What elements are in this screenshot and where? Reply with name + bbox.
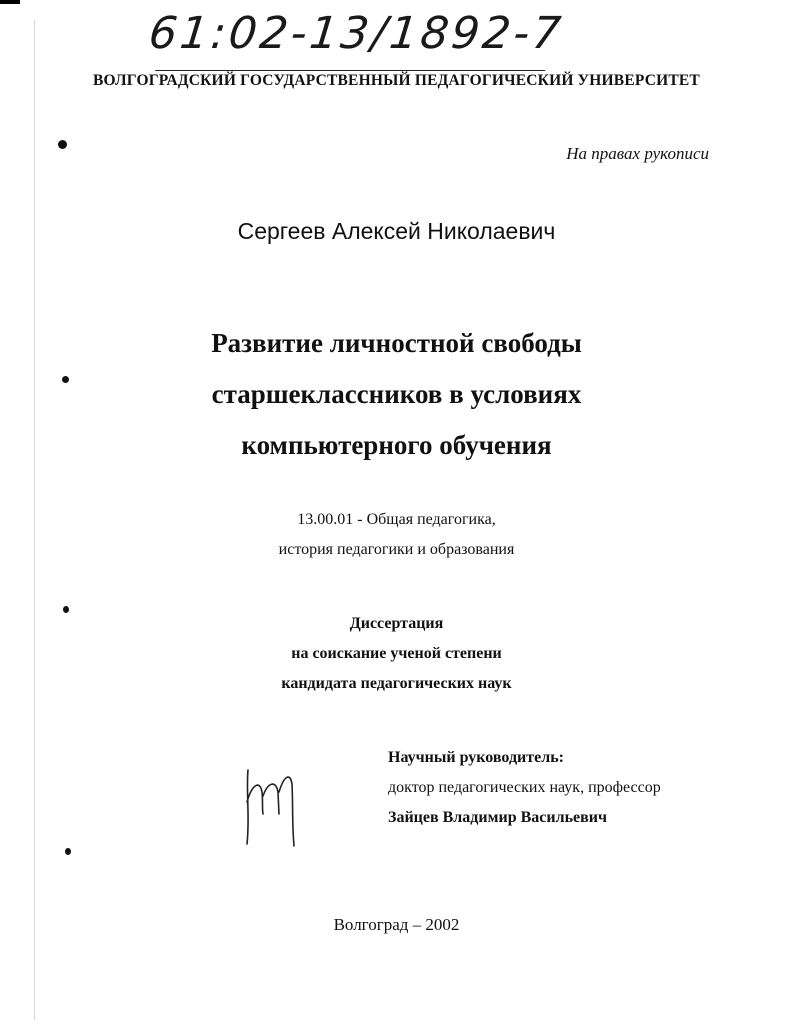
- supervisor-degree: доктор педагогических наук, профессор: [388, 779, 661, 796]
- dissertation-title: [0, 318, 793, 471]
- manuscript-note: На правах рукописи: [566, 144, 709, 163]
- title-line: старшеклассников в условиях: [211, 379, 582, 409]
- punch-hole-mark: [65, 848, 71, 855]
- scan-edge-mark: [0, 0, 20, 4]
- specialty-line: история педагогики и образования: [278, 541, 515, 558]
- specialty: [0, 505, 793, 565]
- degree-line: кандидата педагогических наук: [281, 675, 512, 692]
- university-name: ВОЛГОГРАДСКИЙ ГОСУДАРСТВЕННЫЙ ПЕДАГОГИЧЕСКИЙ УНИВЕРСИТЕТ: [93, 72, 700, 89]
- title-line: компьютерного обучения: [241, 430, 552, 460]
- specialty-line: 13.00.01 - Общая педагогика,: [297, 511, 496, 528]
- degree-statement: [0, 609, 793, 699]
- supervisor-name: Зайцев Владимир Васильевич: [388, 809, 608, 826]
- author-name: Сергеев Алексей Николаевич: [237, 218, 556, 244]
- degree-line: на соискание ученой степени: [291, 645, 502, 662]
- supervisor-label: Научный руководитель:: [388, 749, 564, 766]
- supervisor-block: [388, 743, 661, 833]
- punch-hole-mark: [58, 140, 67, 149]
- title-line: Развитие личностной свободы: [211, 328, 582, 358]
- city-year: Волгоград – 2002: [333, 915, 460, 934]
- archive-number-handwritten: 61:02-13/1892-7: [144, 8, 592, 80]
- handwritten-signature: [236, 762, 300, 852]
- degree-line: Диссертация: [349, 615, 444, 632]
